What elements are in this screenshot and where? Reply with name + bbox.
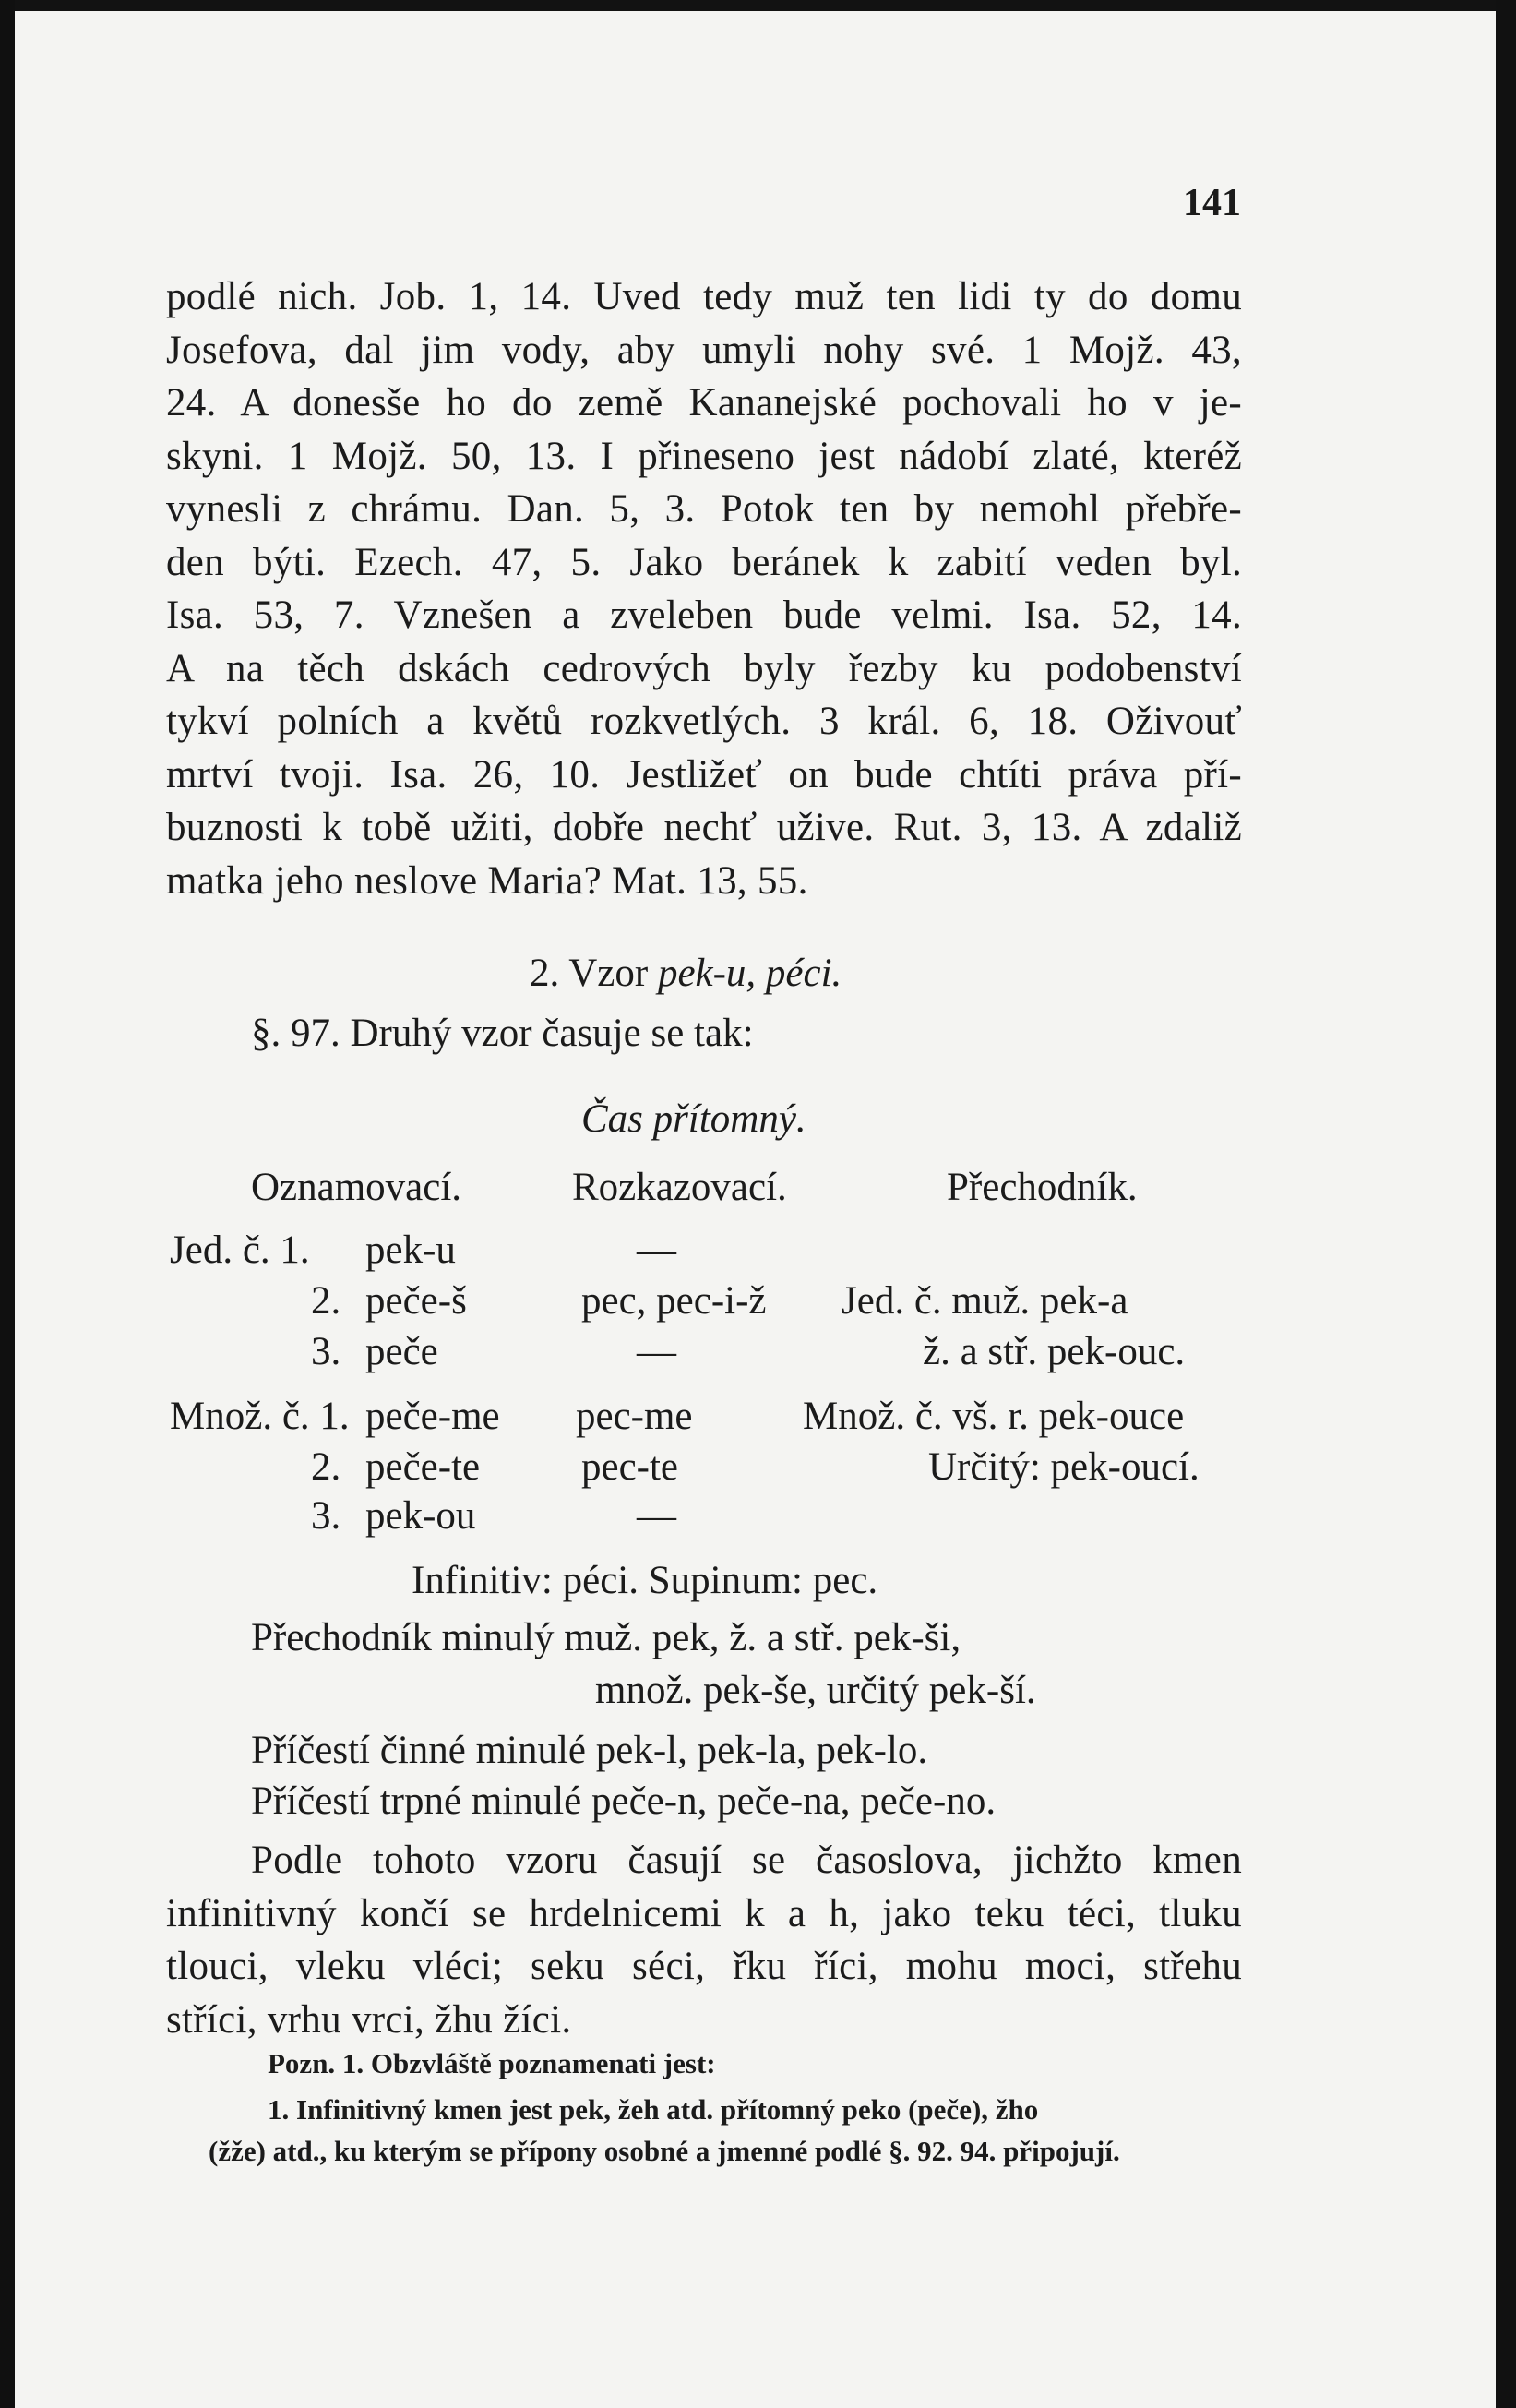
page-number: 141 — [1183, 182, 1241, 224]
paragraph-line: podlé nich. Job. 1, 14. Uved tedy muž ten lidi ty do domu — [166, 275, 1242, 318]
indicative-form: pek-ou — [365, 1494, 476, 1538]
indicative-form: peče — [365, 1330, 438, 1373]
imperative-form: — — [637, 1228, 676, 1272]
transgressive-form: Jed. č. muž. pek-a — [842, 1279, 1128, 1323]
paragraph-line: mrtví tvoji. Isa. 26, 10. Jestližeť on bude chtíti práva pří- — [166, 752, 1242, 797]
indicative-form: peče-te — [365, 1445, 481, 1489]
section-title-italic: pek-u, péci. — [657, 952, 842, 995]
row-label: 2. — [311, 1445, 341, 1489]
paragraph-line: den býti. Ezech. 47, 5. Jako beránek k zabití veden byl. — [166, 540, 1242, 584]
imperative-form: pec-te — [581, 1445, 679, 1489]
imperative-form: — — [637, 1330, 676, 1373]
paragraph-line: A na těch dskách cedrových byly řezby ku podobenství — [166, 646, 1242, 690]
imperative-form: pec-me — [576, 1395, 693, 1438]
passive-participle: Příčestí trpné minulé peče-n, peče-na, peče-no. — [251, 1779, 997, 1823]
paragraph-examples — [166, 270, 1242, 907]
note-line: (žže) atd., ku kterým se přípony osobné a jmenné podlé §. 92. 94. připojují. — [209, 2135, 1120, 2167]
paragraph-line: 24. A donesše ho do země Kananejské pochovali ho v je- — [166, 381, 1242, 425]
paragraph-line: vynesli z chrámu. Dan. 5, 3. Potok ten by nemohl přebře- — [166, 487, 1242, 531]
paragraph-line: Josefova, dal jim vody, aby umyli nohy své. 1 Mojž. 43, — [166, 328, 1242, 372]
paragraph-line: stříci, vrhu vrci, žhu žíci. — [166, 1997, 572, 2042]
infinitive-supinum: Infinitiv: péci. Supinum: pec. — [412, 1559, 878, 1602]
row-label: 3. — [311, 1494, 341, 1538]
row-label: 3. — [311, 1330, 341, 1373]
row-label: Jed. č. 1. — [170, 1228, 310, 1272]
section-title — [530, 951, 842, 996]
col-header-indicative: Oznamovací. — [251, 1166, 462, 1209]
active-participle: Příčestí činné minulé pek-l, pek-la, pek-lo. — [251, 1729, 928, 1772]
paragraph-rule — [166, 1834, 1242, 2046]
paragraph-line: skyni. 1 Mojž. 50, 13. I přineseno jest nádobí zlaté, kteréž — [166, 434, 1242, 478]
section-title-prefix: 2. Vzor — [530, 952, 658, 995]
note-heading: Pozn. 1. Obzvláště poznamenati jest: — [268, 2047, 716, 2079]
paragraph-line: tlouci, vleku vléci; seku séci, řku říci, mohu moci, střehu — [166, 1945, 1242, 1988]
paragraph-line: Isa. 53, 7. Vznešen a zveleben bude velmi. Isa. 52, 14. — [166, 593, 1242, 637]
section-intro: §. 97. Druhý vzor časuje se tak: — [251, 1012, 754, 1055]
past-transgressive-line1: Přechodník minulý muž. pek, ž. a stř. pek-ši, — [251, 1616, 961, 1659]
col-header-transgressive: Přechodník. — [947, 1166, 1138, 1209]
transgressive-form: Množ. č. vš. r. pek-ouce — [803, 1395, 1185, 1438]
imperative-form: pec, pec-i-ž — [581, 1279, 767, 1323]
transgressive-form: Určitý: pek-oucí. — [928, 1445, 1200, 1489]
indicative-form: peče-š — [365, 1279, 467, 1323]
row-label: 2. — [311, 1279, 341, 1323]
scan-left-edge — [0, 0, 15, 2408]
imperative-form: — — [637, 1494, 676, 1538]
note-line: 1. Infinitivný kmen jest pek, žeh atd. přítomný peko (peče), žho — [268, 2093, 1039, 2126]
row-label: Množ. č. 1. — [170, 1395, 350, 1438]
paragraph-line: tykví polních a květů rozkvetlých. 3 král. 6, 18. Oživouť — [166, 700, 1242, 743]
scan-right-edge — [1496, 0, 1516, 2408]
paragraph-line: infinitivný končí se hrdelnicemi k a h, jako teku téci, tluku — [166, 1891, 1242, 1935]
indicative-form: pek-u — [365, 1228, 456, 1272]
transgressive-form: ž. a stř. pek-ouc. — [923, 1330, 1186, 1373]
col-header-imperative: Rozkazovací. — [572, 1166, 787, 1209]
past-transgressive-line2: množ. pek-še, určitý pek-ší. — [595, 1669, 1036, 1712]
indicative-form: peče-me — [365, 1395, 500, 1438]
paragraph-line: buznosti k tobě užiti, dobře nechť užive. Rut. 3, 13. A zdaliž — [166, 806, 1242, 849]
tense-title: Čas přítomný. — [581, 1097, 806, 1141]
paragraph-line: matka jeho neslove Maria? Mat. 13, 55. — [166, 858, 808, 903]
paragraph-line: Podle tohoto vzoru časují se časoslova, jichžto kmen — [251, 1839, 1242, 1882]
scan-top-edge — [0, 0, 1516, 11]
